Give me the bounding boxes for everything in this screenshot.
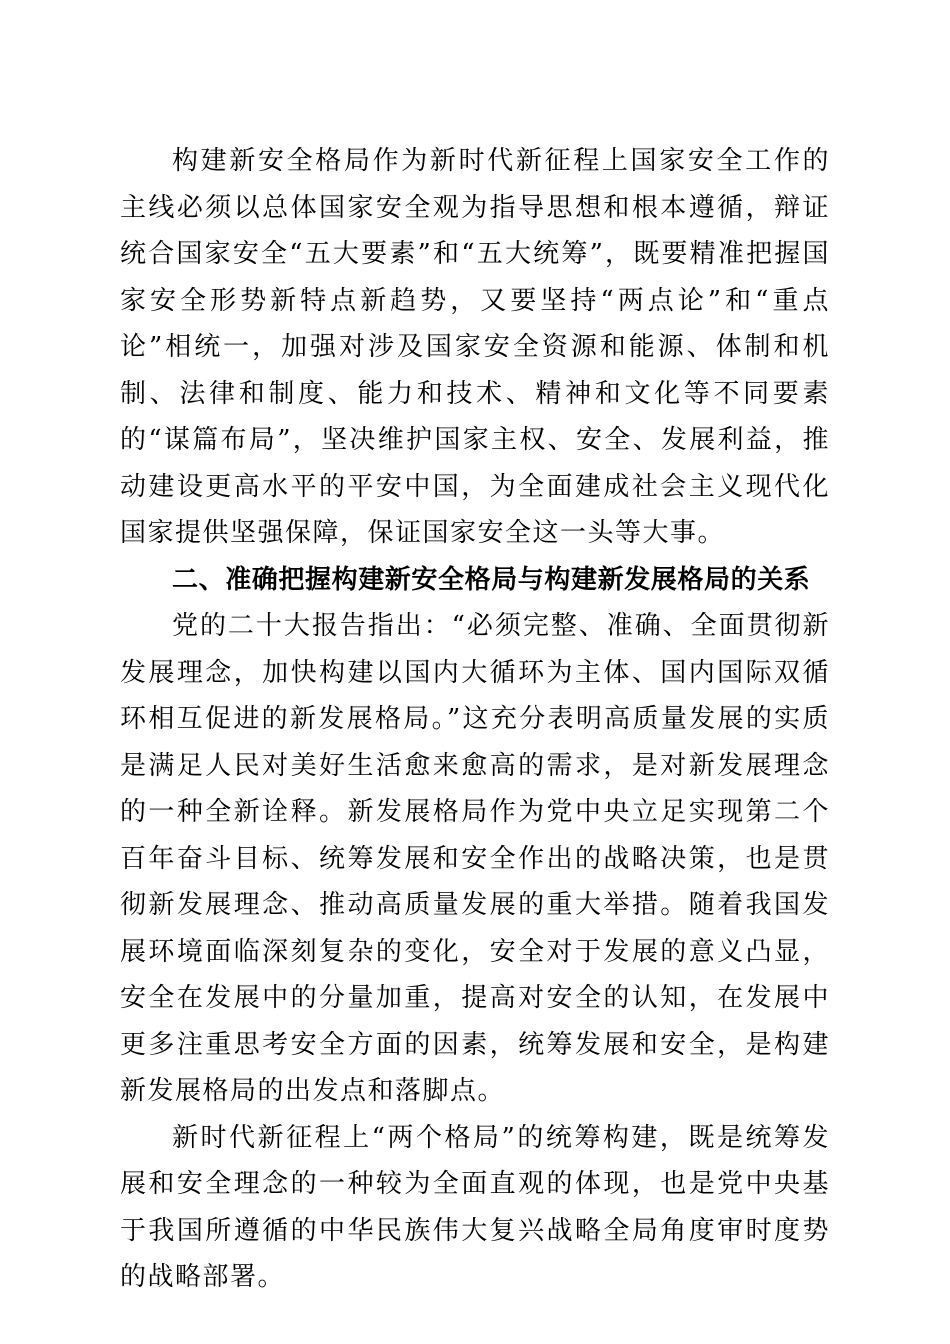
- body-paragraph-3: 新时代新征程上“两个格局”的统筹构建，既是统筹发展和安全理念的一种较为全面直观的体现，也是党中央基于我国所遵循的中华民族伟大复兴战略全局角度审时度势的战略部署。: [120, 1122, 830, 1292]
- body-paragraph-2: 党的二十大报告指出：“必须完整、准确、全面贯彻新发展理念，加快构建以国内大循环为主体、国内国际双循环相互促进的新发展格局。”这充分表明高质量发展的实质是满足人民对美好生活愈来愈高的需求，是对新发展理念的一种全新诠释。新发展格局作为党中央立足实现第二个百年奋斗目标、统筹发展和安全作出的战略决策，也是贯彻新发展理念、推动高质量发展的重大举措。随着我国发展环境面临深刻复杂的变化，安全对于发展的意义凸显，安全在发展中的分量加重，提高对安全的认知，在发展中更多注重思考安全方面的因素，统筹发展和安全，是构建新发展格局的出发点和落脚点。: [120, 611, 830, 1106]
- document-body: [120, 138, 830, 1301]
- section-heading: 二、准确把握构建新安全格局与构建新发展格局的关系: [172, 564, 811, 595]
- body-paragraph-1: 构建新安全格局作为新时代新征程上国家安全工作的主线必须以总体国家安全观为指导思想和根本遵循，辩证统合国家安全“五大要素”和“五大统筹”，既要精准把握国家安全形势新特点新趋势，又要坚持“两点论”和“重点论”相统一，加强对涉及国家安全资源和能源、体制和机制、法律和制度、能力和技术、精神和文化等不同要素的“谋篇布局”，坚决维护国家主权、安全、发展利益，推动建设更高水平的平安中国，为全面建成社会主义现代化国家提供坚强保障，保证国家安全这一头等大事。: [120, 146, 830, 548]
